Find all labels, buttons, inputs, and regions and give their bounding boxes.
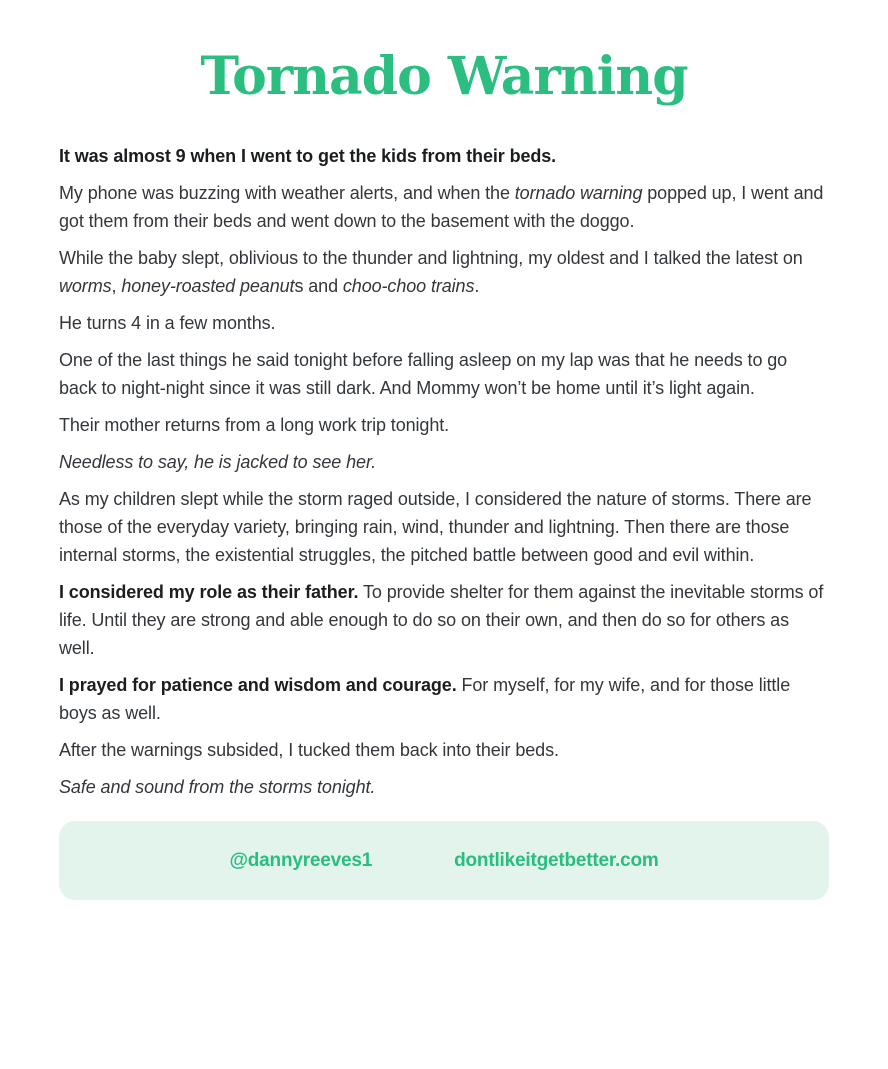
paragraph bbox=[59, 244, 829, 300]
paragraph bbox=[59, 448, 829, 476]
text-run: . bbox=[474, 276, 480, 297]
italic-text-run: worms bbox=[59, 276, 112, 297]
paragraph bbox=[59, 346, 829, 402]
paragraph bbox=[59, 485, 829, 569]
bold-text-run: I considered my role as their father. bbox=[59, 582, 359, 603]
text-run: As my children slept while the storm raged outside, I considered the nature of storms. There are those of the everyday variety, bringing rain, wind, thunder and lightning. Then there are those internal storms, the existential struggles, the pitched battle between good and evil within. bbox=[59, 489, 812, 566]
text-run: , bbox=[111, 276, 122, 297]
paragraph bbox=[59, 671, 829, 727]
text-run: He turns 4 in a few months. bbox=[59, 313, 276, 334]
italic-text-run: tornado warning bbox=[514, 183, 643, 204]
text-run: While the baby slept, oblivious to the thunder and lightning, my oldest and I talked the latest on bbox=[59, 248, 803, 269]
page-title: Tornado Warning bbox=[200, 46, 688, 107]
text-run: popped up, I went and got them from their beds and went down to the basement with the doggo. bbox=[59, 183, 824, 232]
bold-text-run: I prayed for patience and wisdom and courage. bbox=[59, 675, 457, 696]
author-handle-link[interactable]: @dannyreeves1 bbox=[229, 849, 373, 871]
text-run: s and bbox=[294, 276, 343, 297]
text-run: My phone was buzzing with weather alerts, and when the bbox=[59, 183, 515, 204]
italic-text-run: honey-roasted peanut bbox=[121, 276, 295, 297]
paragraph bbox=[59, 142, 829, 170]
paragraph bbox=[59, 309, 829, 337]
website-link[interactable]: dontlikeitgetbetter.com bbox=[454, 849, 659, 871]
article-body bbox=[59, 142, 829, 801]
text-run: To provide shelter for them against the inevitable storms of life. Until they are strong and able enough to do so on their own, and then do so for others as well. bbox=[59, 582, 824, 659]
text-run: For myself, for my wife, and for those little boys as well. bbox=[59, 675, 791, 724]
text-run: Their mother returns from a long work trip tonight. bbox=[59, 415, 450, 436]
bold-text-run: It was almost 9 when I went to get the kids from their beds. bbox=[59, 146, 557, 167]
footer-bar bbox=[59, 821, 829, 900]
italic-text-run: Safe and sound from the storms tonight. bbox=[59, 777, 376, 798]
paragraph bbox=[59, 411, 829, 439]
paragraph bbox=[59, 736, 829, 764]
text-run: After the warnings subsided, I tucked them back into their beds. bbox=[59, 740, 559, 761]
paragraph bbox=[59, 179, 829, 235]
paragraph bbox=[59, 578, 829, 662]
paragraph bbox=[59, 773, 829, 801]
italic-text-run: Needless to say, he is jacked to see her. bbox=[59, 452, 377, 473]
italic-text-run: choo-choo trains bbox=[342, 276, 475, 297]
text-run: One of the last things he said tonight before falling asleep on my lap was that he needs to go back to night-night since it was still dark. And Mommy won’t be home until it’s light again. bbox=[59, 350, 788, 399]
article-page bbox=[0, 46, 888, 1069]
